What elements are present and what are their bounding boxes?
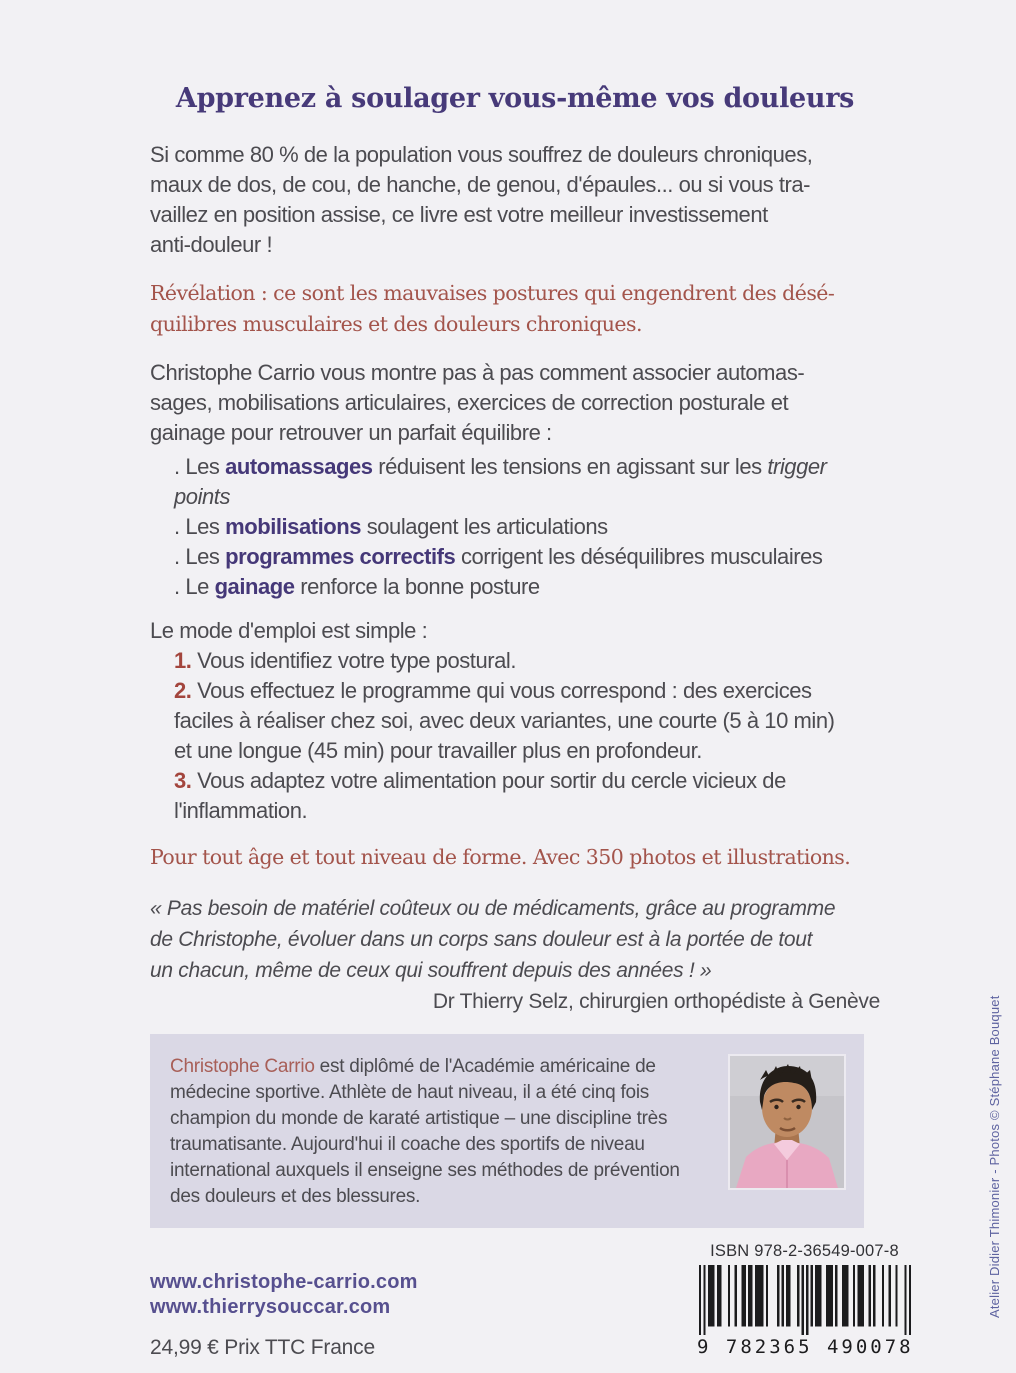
footer <box>150 1242 912 1360</box>
photo-credit-vertical: Atelier Didier Thimonier - Photos © Stéphane Bouquet <box>987 995 1002 1318</box>
barcode-digits: 9 782365 490078 <box>697 1336 914 1358</box>
testimonial-attribution: Dr Thierry Selz, chirurgien orthopédiste à Genève <box>432 990 880 1013</box>
method-paragraph: Christophe Carrio vous montre pas à pas comment associer automas- sages, mobilisations articulaires, exercices de correction posturale et gainage pour retrouver un parfait équilibre : <box>150 360 805 445</box>
audience-line: Pour tout âge et tout niveau de forme. Avec 350 photos et illustrations. <box>150 845 851 869</box>
author-bio-text: Christophe Carrio est diplômé de l'Académie américaine de médecine sportive. Athlète de haut niveau, il a été cinq fois champion du monde de karaté artistique – une discipline très traumatisante. Aujourd'hui il coache des sportifs de niveau international auxquels il enseigne ses méthodes de prévention des douleurs et des blessures. <box>170 1056 680 1207</box>
footer-left <box>150 1270 418 1360</box>
cover-content <box>150 82 914 1360</box>
author-bio-box <box>150 1034 864 1228</box>
page-title: Apprenez à soulager vous-même vos douleurs <box>175 83 855 114</box>
testimonial-quote: « Pas besoin de matériel coûteux ou de médicaments, grâce au programme de Christophe, évoluer dans un corps sans douleur est à la portée de tout un chacun, même de ceux qui souffrent depuis des années ! » <box>150 897 836 982</box>
author-photo <box>728 1054 846 1190</box>
usage-intro: Le mode d'emploi est simple : <box>150 618 428 643</box>
revelation-paragraph: Révélation : ce sont les mauvaises postures qui engendrent des désé- quilibres musculaires et des douleurs chroniques. <box>150 281 835 336</box>
intro-paragraph: Si comme 80 % de la population vous souffrez de douleurs chroniques, maux de dos, de cou, de hanche, de genou, d'épaules... ou si vous tra- vaillez en position assise, ce livre est votre meilleur investissement anti-douleur ! <box>150 142 813 257</box>
bullet-list: . Les automassages réduisent les tensions en agissant sur les trigger points . Les mobilisations soulagent les articulations . Les programmes correctifs corrigent les déséquilibres musculaires . Le gainage renforce la bonne posture <box>174 454 827 599</box>
price-label: 24,99 € Prix TTC France <box>150 1336 375 1359</box>
barcode <box>699 1265 911 1335</box>
author-portrait-illustration <box>730 1056 844 1188</box>
isbn-block <box>697 1242 912 1358</box>
steps-list: 1. Vous identifiez votre type postural. 2. Vous effectuez le programme qui vous correspond : des exercices faciles à réaliser chez soi, avec deux variantes, une courte (5 à 10 min) et une longue (45 min) pour travailler plus en profondeur. 3. Vous adaptez votre alimentation pour sortir du cercle vicieux de l'inflammation. <box>174 648 835 823</box>
isbn-label: ISBN 978-2-36549-007-8 <box>710 1242 899 1260</box>
website-list: www.christophe-carrio.com www.thierrysouccar.com <box>150 1271 418 1318</box>
